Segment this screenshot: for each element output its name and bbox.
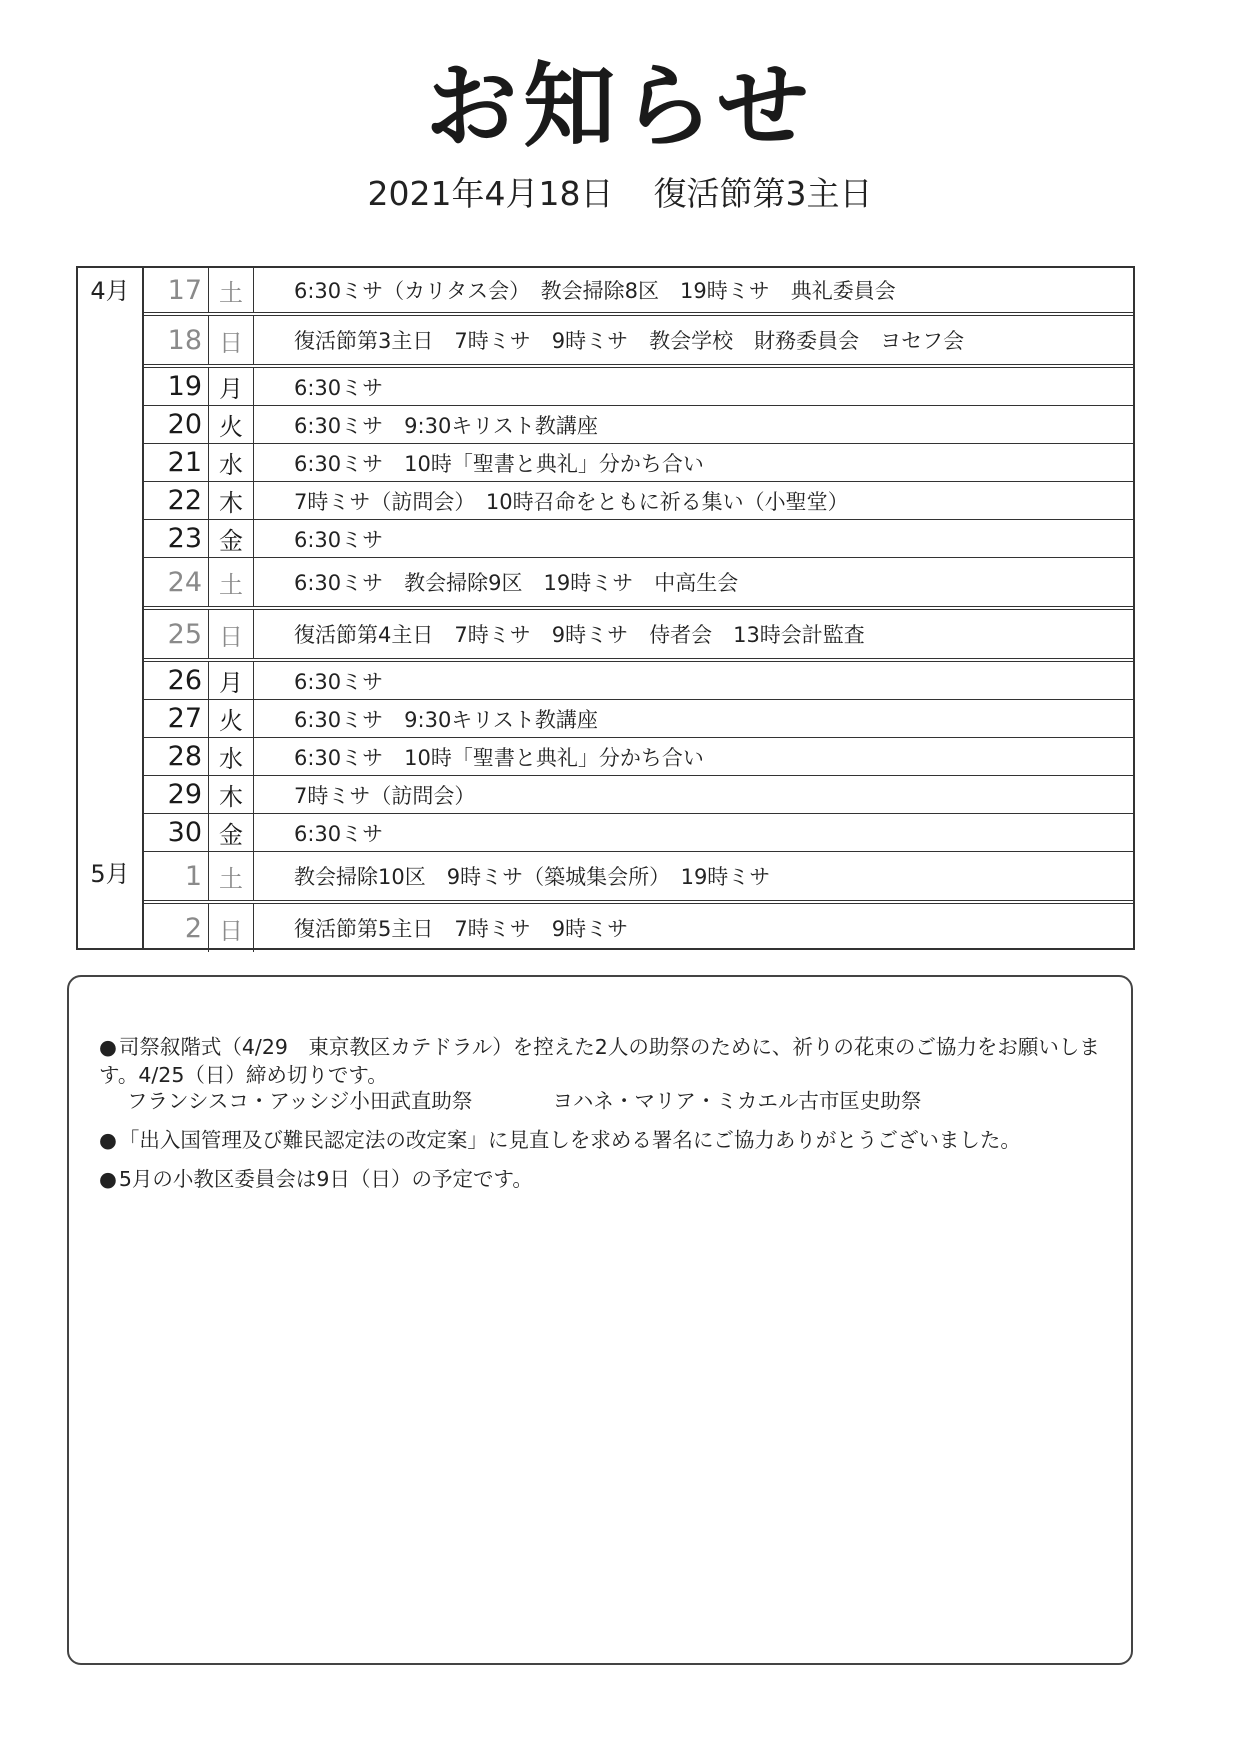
schedule-row xyxy=(144,852,1133,904)
bullet-icon: ● xyxy=(99,1035,117,1059)
day-number: 22 xyxy=(167,485,202,516)
events-text: 復活節第4主日 7時ミサ 9時ミサ 侍者会 13時会計監査 xyxy=(294,623,865,647)
day-number: 1 xyxy=(184,860,202,892)
events-text: 7時ミサ（訪問会） 10時召命をともに祈る集い（小聖堂） xyxy=(294,489,849,514)
notice-item xyxy=(99,1033,1109,1089)
page-subtitle xyxy=(0,172,1240,216)
events-text: 復活節第3主日 7時ミサ 9時ミサ 教会学校 財務委員会 ヨセフ会 xyxy=(294,329,965,353)
day-number: 20 xyxy=(167,409,202,440)
weekday: 日 xyxy=(208,904,254,952)
month-label-may: 5月 xyxy=(90,860,130,888)
notice-ordination: 司祭叙階式（4/29 東京教区カテドラル）を控えた2人の助祭のために、祈りの花束のご協力をお願いします。4/25（日）締め切りです。 xyxy=(99,1035,1100,1087)
day-number: 24 xyxy=(167,566,202,598)
schedule-row xyxy=(144,814,1133,852)
bullet-icon: ● xyxy=(99,1167,117,1191)
schedule-row xyxy=(144,520,1133,558)
deacon-name: フランシスコ・アッシジ小田武直助祭 xyxy=(127,1089,473,1113)
weekday: 土 xyxy=(208,852,254,900)
bulletin-date: 2021年4月18日 xyxy=(367,174,614,213)
events-text: 6:30ミサ 10時「聖書と典礼」分かち合い xyxy=(294,451,704,476)
events-text: 6:30ミサ 9:30キリスト教講座 xyxy=(294,413,598,438)
events-text: 6:30ミサ xyxy=(294,527,384,552)
schedule-row xyxy=(144,444,1133,482)
weekday: 木 xyxy=(208,482,254,519)
schedule-row xyxy=(144,558,1133,610)
events-text: 6:30ミサ xyxy=(294,375,384,400)
month-column xyxy=(78,268,144,948)
events-text: 6:30ミサ xyxy=(294,821,384,846)
notice-item xyxy=(99,1165,1109,1193)
weekday: 月 xyxy=(208,662,254,699)
weekday: 月 xyxy=(208,368,254,405)
schedule-row xyxy=(144,268,1133,316)
notice-item xyxy=(99,1126,1109,1154)
weekday: 木 xyxy=(208,776,254,813)
schedule-row xyxy=(144,738,1133,776)
deacon-name: ヨハネ・マリア・ミカエル古市匡史助祭 xyxy=(552,1089,922,1113)
bullet-icon: ● xyxy=(99,1128,117,1152)
notice-petition: 「出入国管理及び難民認定法の改定案」に見直しを求める署名にご協力ありがとうございました。 xyxy=(118,1128,1021,1152)
day-number: 18 xyxy=(167,324,202,356)
day-number: 30 xyxy=(167,817,202,848)
deacon-names xyxy=(127,1087,921,1115)
events-text: 6:30ミサ xyxy=(294,669,384,694)
day-number: 25 xyxy=(167,618,202,650)
day-number: 2 xyxy=(184,912,202,944)
schedule-table xyxy=(76,266,1135,950)
notice-committee: 5月の小教区委員会は9日（日）の予定です。 xyxy=(118,1167,533,1191)
day-number: 23 xyxy=(167,523,202,554)
schedule-row xyxy=(144,776,1133,814)
day-number: 21 xyxy=(167,447,202,478)
page-title: お知らせ xyxy=(425,53,815,160)
weekday: 水 xyxy=(208,444,254,481)
weekday: 金 xyxy=(208,520,254,557)
day-number: 19 xyxy=(167,371,202,402)
schedule-row xyxy=(144,316,1133,368)
events-text: 6:30ミサ 9:30キリスト教講座 xyxy=(294,707,598,732)
weekday: 日 xyxy=(208,316,254,364)
liturgical-occasion: 復活節第3主日 xyxy=(653,174,873,213)
events-text: 6:30ミサ 10時「聖書と典礼」分かち合い xyxy=(294,745,704,770)
schedule-row xyxy=(144,700,1133,738)
month-label-april: 4月 xyxy=(90,277,130,305)
schedule-row xyxy=(144,482,1133,520)
day-number: 29 xyxy=(167,779,202,810)
events-text: 復活節第5主日 7時ミサ 9時ミサ xyxy=(294,917,629,941)
weekday: 日 xyxy=(208,610,254,658)
events-text: 教会掃除10区 9時ミサ（築城集会所） 19時ミサ xyxy=(294,865,771,889)
events-text: 6:30ミサ 教会掃除9区 19時ミサ 中高生会 xyxy=(294,571,739,595)
weekday: 金 xyxy=(208,814,254,851)
day-number: 26 xyxy=(167,665,202,696)
schedule-row xyxy=(144,662,1133,700)
day-number: 17 xyxy=(167,274,202,306)
schedule-row xyxy=(144,610,1133,662)
weekday: 土 xyxy=(208,268,254,312)
schedule-row xyxy=(144,368,1133,406)
weekday: 土 xyxy=(208,558,254,606)
weekday: 火 xyxy=(208,406,254,443)
events-text: 6:30ミサ（カリタス会） 教会掃除8区 19時ミサ 典礼委員会 xyxy=(294,279,896,303)
weekday: 火 xyxy=(208,700,254,737)
notice-box xyxy=(67,975,1133,1665)
day-number: 28 xyxy=(167,741,202,772)
weekday: 水 xyxy=(208,738,254,775)
events-text: 7時ミサ（訪問会） xyxy=(294,783,476,808)
schedule-row xyxy=(144,406,1133,444)
schedule-row xyxy=(144,904,1133,952)
day-number: 27 xyxy=(167,703,202,734)
